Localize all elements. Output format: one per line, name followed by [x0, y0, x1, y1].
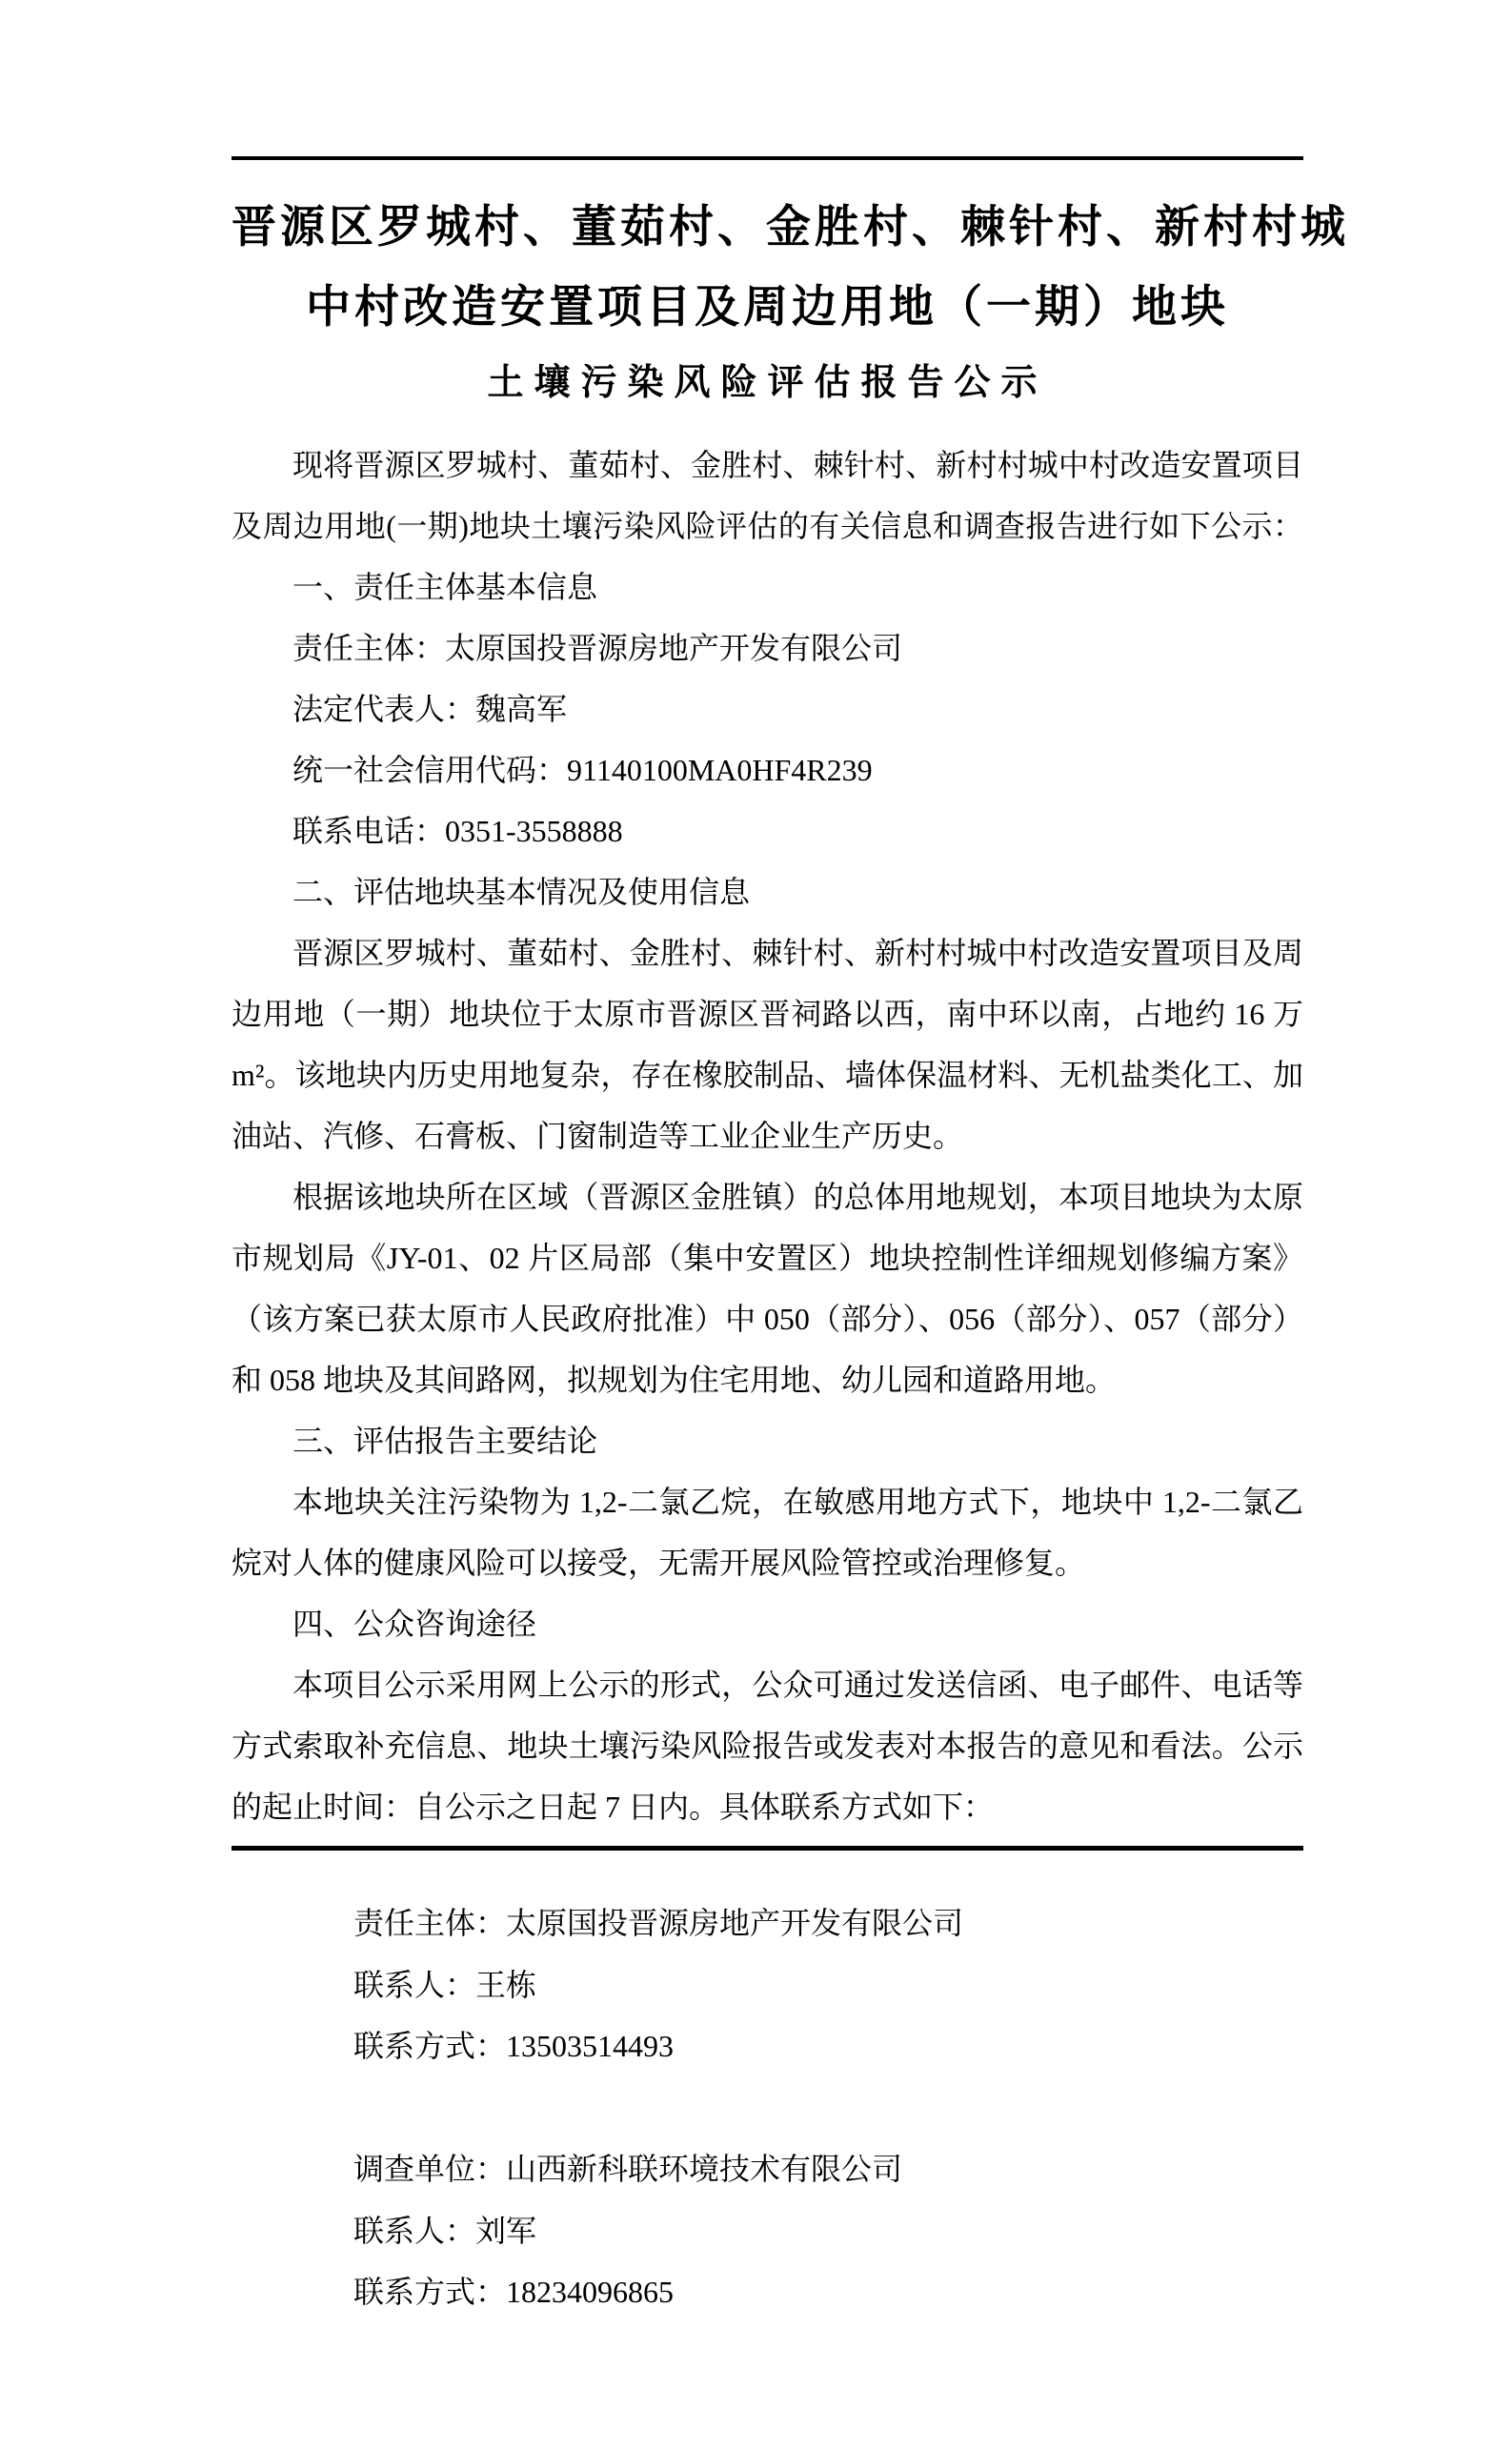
- contact-line: 联系人：刘军: [353, 2213, 537, 2248]
- body-line: 二、评估地块基本情况及使用信息: [292, 875, 751, 909]
- body-line: 法定代表人：魏高军: [292, 692, 568, 726]
- body-line: 三、评估报告主要结论: [292, 1424, 598, 1458]
- contact-line: 联系方式：13503514493: [353, 2029, 675, 2063]
- title-line-1: 晋源区罗城村、董茹村、金胜村、棘针村、新村村城: [232, 201, 1349, 252]
- document-body: [232, 435, 1303, 1837]
- contact-line: 调查单位：山西新科联环境技术有限公司: [353, 2152, 903, 2186]
- body-line: 晋源区罗城村、董茹村、金胜村、棘针村、新村村城中村改造安置项目及周: [292, 936, 1303, 970]
- body-line: 统一社会信用代码：91140100MA0HF4R239: [292, 753, 873, 787]
- contact-block: [353, 1892, 1303, 2323]
- body-line: 根据该地块所在区域（晋源区金胜镇）的总体用地规划，本项目地块为太原: [292, 1180, 1303, 1214]
- body-line: 市规划局《JY-01、02 片区局部（集中安置区）地块控制性详细规划修编方案》: [232, 1241, 1303, 1275]
- contact-line: 联系方式：18234096865: [353, 2275, 675, 2309]
- body-line: 四、公众咨询途径: [292, 1607, 537, 1641]
- body-line: 边用地（一期）地块位于太原市晋源区晋祠路以西，南中环以南，占地约 16 万: [232, 997, 1303, 1031]
- body-line: （该方案已获太原市人民政府批准）中 050（部分）、056（部分）、057（部分）: [232, 1302, 1303, 1336]
- contact-line: [353, 2077, 1303, 2139]
- body-line: 本项目公示采用网上公示的形式，公众可通过发送信函、电子邮件、电话等: [292, 1668, 1303, 1702]
- body-line: m²。该地块内历史用地复杂，存在橡胶制品、墙体保温材料、无机盐类化工、加: [232, 1058, 1303, 1092]
- document-title: [232, 187, 1349, 419]
- top-divider: [232, 156, 1303, 160]
- body-line: 本地块关注污染物为 1,2-二氯乙烷，在敏感用地方式下，地块中 1,2-二氯乙: [292, 1485, 1303, 1519]
- body-line: 的起止时间：自公示之日起 7 日内。具体联系方式如下：: [232, 1790, 995, 1824]
- body-line: 方式索取补充信息、地块土壤污染风险报告或发表对本报告的意见和看法。公示: [232, 1729, 1303, 1763]
- body-line: 和 058 地块及其间路网，拟规划为住宅用地、幼儿园和道路用地。: [232, 1363, 1117, 1397]
- body-line: 油站、汽修、石膏板、门窗制造等工业企业生产历史。: [232, 1119, 964, 1153]
- body-line: 现将晋源区罗城村、董茹村、金胜村、棘针村、新村村城中村改造安置项目: [292, 448, 1303, 482]
- body-line: 一、责任主体基本信息: [292, 570, 598, 604]
- title-line-2: 中村改造安置项目及周边用地（一期）地块: [306, 281, 1229, 332]
- contact-line: 责任主体：太原国投晋源房地产开发有限公司: [353, 1906, 964, 1940]
- contact-divider: [232, 1846, 1303, 1851]
- body-line: 责任主体：太原国投晋源房地产开发有限公司: [292, 631, 903, 665]
- body-line: 及周边用地(一期)地块土壤污染风险评估的有关信息和调查报告进行如下公示：: [232, 509, 1303, 543]
- title-line-3: 土壤污染风险评估报告公示: [487, 363, 1048, 403]
- contact-line: 联系人：王栋: [353, 1967, 537, 2002]
- body-line: 烷对人体的健康风险可以接受，无需开展风险管控或治理修复。: [232, 1546, 1086, 1580]
- body-line: 联系电话：0351-3558888: [292, 814, 623, 848]
